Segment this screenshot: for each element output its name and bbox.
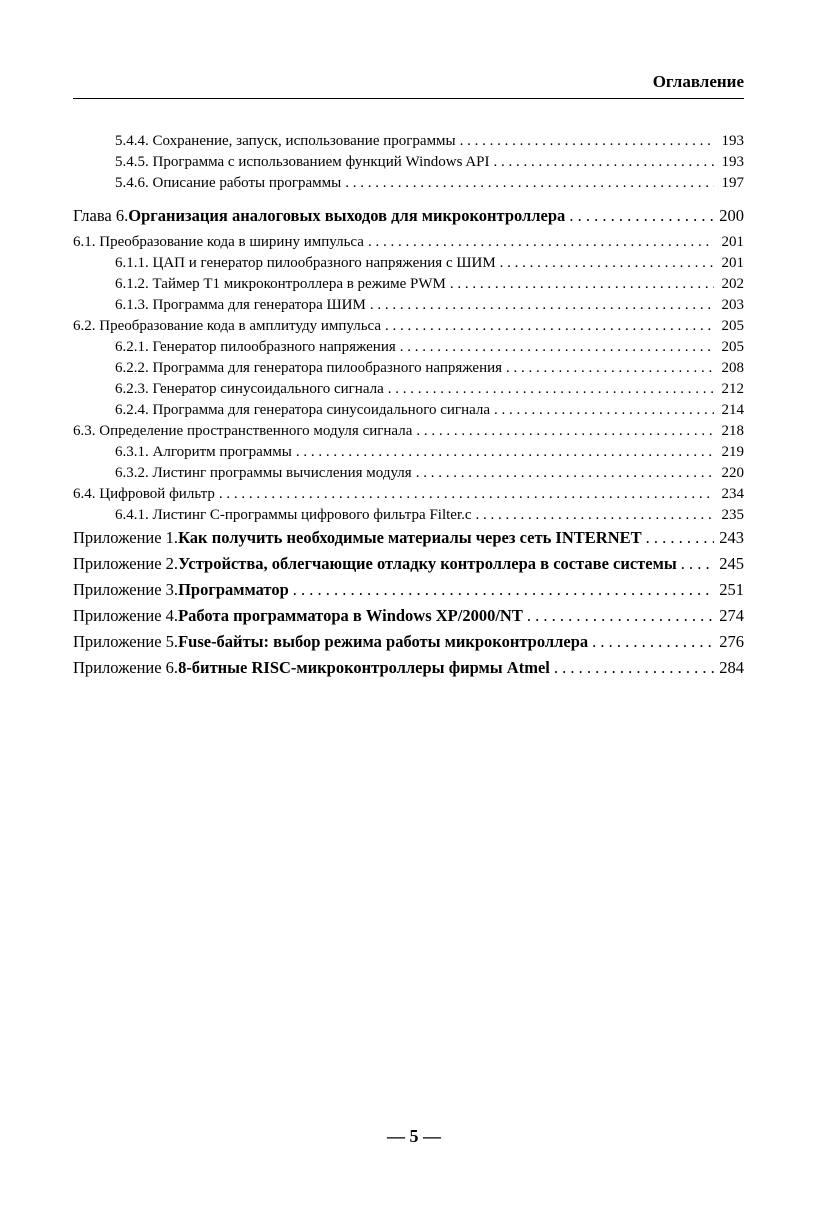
toc-entry-page: 220 (721, 465, 744, 481)
toc-entry[interactable] (73, 318, 744, 339)
toc-entry-page: 201 (721, 234, 744, 250)
dot-leader (416, 465, 714, 482)
toc-entry-title: 6.1.3. Программа для генератора ШИМ (115, 297, 366, 313)
toc-entry[interactable] (73, 580, 744, 606)
toc-entry[interactable] (73, 606, 744, 632)
dot-leader (385, 318, 714, 335)
toc-entry-page: 197 (721, 175, 744, 191)
toc-entry-title: 5.4.4. Сохранение, запуск, использование программы (115, 133, 456, 149)
dot-leader (400, 339, 714, 356)
toc-entry-page: 245 (719, 554, 744, 573)
toc-entry-page: 234 (721, 486, 744, 502)
dot-leader (506, 360, 714, 377)
toc-entry[interactable] (73, 423, 744, 444)
dot-leader (293, 580, 714, 600)
toc-entry-page: 202 (721, 276, 744, 292)
dot-leader (388, 381, 714, 398)
toc-entry-title: 6.3.1. Алгоритм программы (115, 444, 292, 460)
dot-leader (494, 154, 715, 171)
toc-entry-title: 6.2.4. Программа для генератора синусоидального сигнала (115, 402, 491, 418)
toc-entry-title: Организация аналоговых выходов для микроконтроллера (128, 206, 566, 225)
dot-leader (527, 606, 714, 626)
toc-entry[interactable] (73, 255, 744, 276)
toc-entry-page: 243 (719, 528, 744, 547)
toc-entry[interactable] (73, 175, 744, 196)
dot-leader (450, 276, 714, 293)
toc-entry-prefix: Приложение 3. (73, 580, 179, 599)
table-of-contents (73, 133, 744, 684)
toc-entry-title: 6.4. Цифровой фильтр (73, 486, 215, 502)
toc-entry-title: Fuse-байты: выбор режима работы микроконтроллера (178, 632, 589, 651)
toc-entry[interactable] (73, 276, 744, 297)
toc-entry-page: 193 (721, 133, 744, 149)
toc-entry-title: 5.4.5. Программа с использованием функций Windows API (115, 154, 490, 170)
toc-entry[interactable] (73, 444, 744, 465)
toc-entry-title: 5.4.6. Описание работы программы (115, 175, 342, 191)
dot-leader (476, 507, 714, 524)
toc-entry[interactable] (73, 554, 744, 580)
page-number: — 5 — (387, 1126, 441, 1146)
toc-entry-title: Устройства, облегчающие отладку контроллера в составе системы (178, 554, 677, 573)
toc-entry-page: 235 (721, 507, 744, 523)
toc-entry-page: 218 (721, 423, 744, 439)
toc-entry-title: 6.3. Определение пространственного модуля сигнала (73, 423, 413, 439)
toc-entry-page: 193 (721, 154, 744, 170)
toc-entry[interactable] (73, 465, 744, 486)
dot-leader (681, 554, 714, 574)
toc-entry-page: 284 (719, 658, 744, 677)
dot-leader (219, 486, 714, 503)
toc-entry[interactable] (73, 658, 744, 684)
toc-entry[interactable] (73, 486, 744, 507)
toc-entry-title: 6.4.1. Листинг C-программы цифрового фильтра Filter.c (115, 507, 472, 523)
dot-leader (569, 206, 714, 226)
toc-entry[interactable] (73, 206, 744, 232)
toc-entry-prefix: Приложение 4. (73, 606, 179, 625)
toc-entry-prefix: Глава 6. (73, 206, 129, 225)
toc-entry-title: 6.1.2. Таймер T1 микроконтроллера в режиме PWM (115, 276, 446, 292)
toc-entry-page: 212 (721, 381, 744, 397)
toc-entry-title: 6.2.2. Программа для генератора пилообразного напряжения (115, 360, 503, 376)
toc-entry-page: 203 (721, 297, 744, 313)
dot-leader (494, 402, 714, 419)
toc-entry-title: 6.2.1. Генератор пилообразного напряжения (115, 339, 396, 355)
dot-leader (416, 423, 714, 440)
toc-entry-page: 200 (719, 206, 744, 225)
dot-leader (345, 175, 714, 192)
toc-entry-title: 8-битные RISC-микроконтроллеры фирмы Atmel (178, 658, 550, 677)
toc-entry[interactable] (73, 632, 744, 658)
toc-entry-title: 6.2.3. Генератор синусоидального сигнала (115, 381, 384, 397)
toc-entry-title: Программатор (178, 580, 289, 599)
toc-entry[interactable] (73, 339, 744, 360)
toc-entry-title: 6.1. Преобразование кода в ширину импульса (73, 234, 364, 250)
toc-entry-title: 6.1.1. ЦАП и генератор пилообразного напряжения с ШИМ (115, 255, 496, 271)
toc-entry-page: 205 (721, 339, 744, 355)
toc-entry-page: 251 (719, 580, 744, 599)
toc-entry-page: 205 (721, 318, 744, 334)
dot-leader (296, 444, 714, 461)
toc-entry-title: Как получить необходимые материалы через сеть INTERNET (178, 528, 642, 547)
toc-entry[interactable] (73, 507, 744, 528)
toc-entry-prefix: Приложение 1. (73, 528, 179, 547)
dot-leader (646, 528, 714, 548)
header-rule (73, 98, 744, 99)
toc-entry[interactable] (73, 381, 744, 402)
toc-entry-title: 6.3.2. Листинг программы вычисления модуля (115, 465, 412, 481)
toc-entry-prefix: Приложение 5. (73, 632, 179, 651)
dot-leader (370, 297, 714, 314)
toc-entry-page: 201 (721, 255, 744, 271)
toc-entry[interactable] (73, 360, 744, 381)
toc-entry-page: 208 (721, 360, 744, 376)
dot-leader (460, 133, 714, 150)
toc-entry-prefix: Приложение 6. (73, 658, 179, 677)
toc-entry-title: Работа программатора в Windows XP/2000/NT (178, 606, 523, 625)
toc-entry-page: 214 (721, 402, 744, 418)
dot-leader (554, 658, 714, 678)
toc-entry-prefix: Приложение 2. (73, 554, 179, 573)
toc-entry[interactable] (73, 528, 744, 554)
dot-leader (368, 234, 714, 251)
toc-entry-page: 274 (719, 606, 744, 625)
toc-entry[interactable] (73, 154, 744, 175)
running-header-title: Оглавление (652, 72, 744, 91)
dot-leader (500, 255, 714, 272)
dot-leader (592, 632, 714, 652)
toc-entry-title: 6.2. Преобразование кода в амплитуду импульса (73, 318, 382, 334)
toc-entry[interactable] (73, 402, 744, 423)
toc-entry-page: 219 (721, 444, 744, 460)
toc-entry-page: 276 (719, 632, 744, 651)
toc-entry[interactable] (73, 234, 744, 255)
toc-entry[interactable] (73, 133, 744, 154)
toc-entry[interactable] (73, 297, 744, 318)
